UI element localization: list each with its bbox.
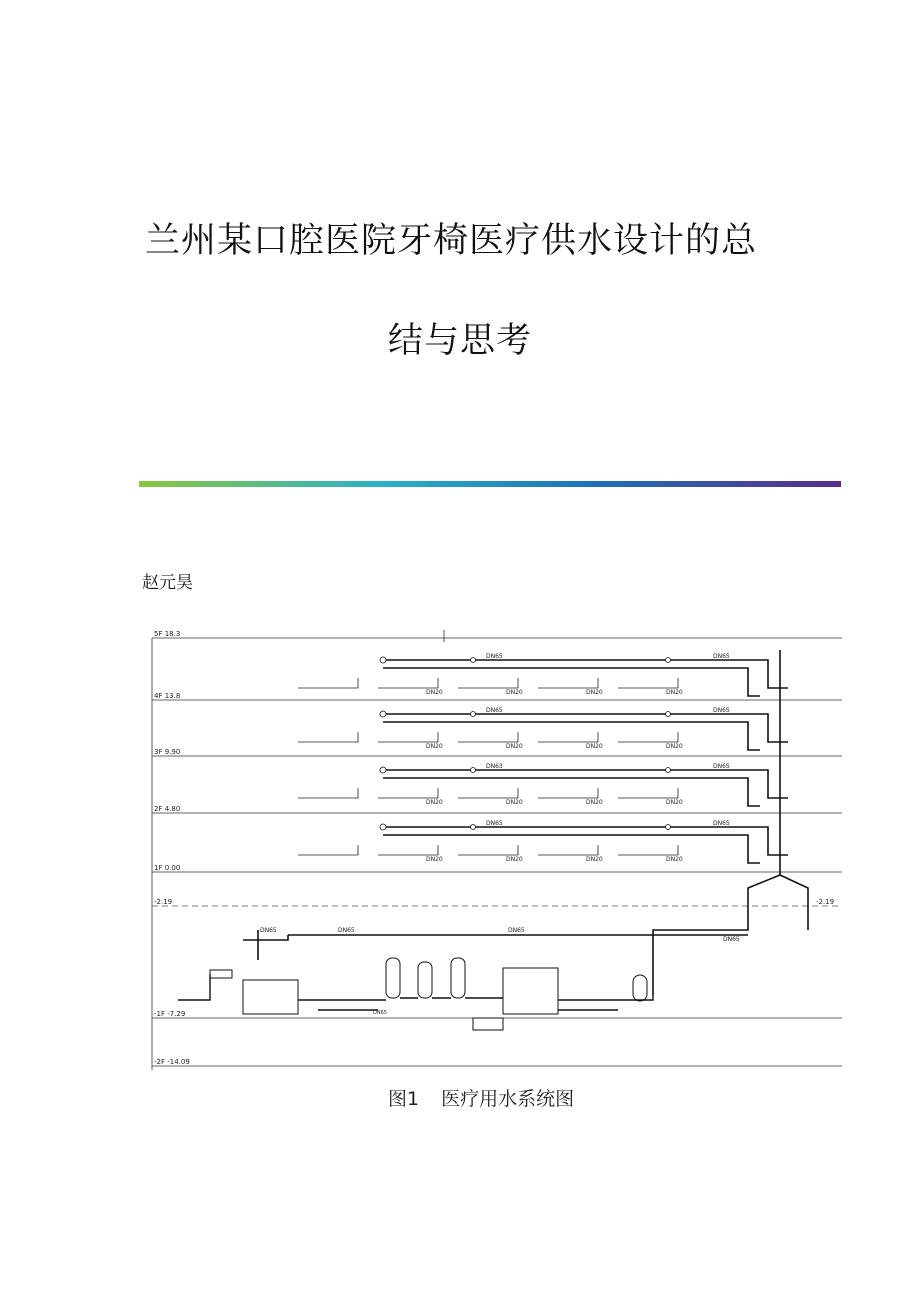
pipe-label-dn20-3f-b: DN20: [506, 743, 523, 750]
pipe-label-dn20-2f-c: DN20: [586, 799, 603, 806]
pipe-label-dn65-4f-b: DN65: [713, 707, 730, 714]
elevation-right: -2.19: [816, 898, 835, 906]
pipe-label-dn65-b3: DN65: [508, 927, 525, 934]
pipe-label-dn20-1f-a: DN20: [426, 856, 443, 863]
floor-label-b219: -2.19: [154, 898, 173, 906]
pipe-label-dn63-3f: DN63: [486, 763, 503, 770]
pipe-label-dn20-1f-c: DN20: [586, 856, 603, 863]
pipe-label-dn20-2f-a: DN20: [426, 799, 443, 806]
title-line-2: 结与思考: [388, 321, 533, 361]
gradient-divider: [139, 481, 841, 487]
floor-label-5f: 5F 18.3: [154, 630, 181, 638]
pipe-label-dn20-1f-b: DN20: [506, 856, 523, 863]
pipe-label-dn20-4f-b: DN20: [506, 689, 523, 696]
floor-label-3f: 3F 9.90: [154, 748, 181, 756]
pipe-label-dn20-2f-d: DN20: [666, 799, 683, 806]
pipe-label-dn65-b1: DN65: [260, 927, 277, 934]
pipe-label-dn20-4f-d: DN20: [666, 689, 683, 696]
figure-caption-text: 医疗用水系统图: [441, 1088, 575, 1110]
pipe-label-dn65-2f-b: DN65: [713, 820, 730, 827]
pipe-label-dn65-eq: DN65: [373, 1010, 387, 1016]
floor-label-4f: 4F 13.8: [154, 692, 181, 700]
pipe-label-dn20-1f-d: DN20: [666, 856, 683, 863]
figure-caption: [388, 1084, 574, 1111]
pipe-label-dn20-4f-a: DN20: [426, 689, 443, 696]
title-line-1: 兰州某口腔医院牙椅医疗供水设计的总: [145, 221, 758, 261]
pipe-label-dn20-2f-b: DN20: [506, 799, 523, 806]
pipe-label-dn20-3f-d: DN20: [666, 743, 683, 750]
water-system-diagram: [148, 630, 842, 1070]
pipe-label-dn20-3f-a: DN20: [426, 743, 443, 750]
pipe-label-dn65-4f: DN65: [486, 707, 503, 714]
pipe-label-dn65-b2: DN65: [338, 927, 355, 934]
pipe-label-dn65-3f-b: DN65: [713, 763, 730, 770]
pipe-label-dn65-b4: DN65: [723, 936, 740, 943]
pipe-label-dn65-5f-a: DN65: [486, 653, 503, 660]
author-name: 赵元昊: [142, 573, 193, 593]
pipe-label-dn65-2f: DN65: [486, 820, 503, 827]
floor-label-b2f: -2F -14.09: [154, 1058, 190, 1066]
floor-label-b1f: -1F -7.29: [154, 1010, 186, 1018]
floor-label-1f: 1F 0.00: [154, 864, 181, 872]
pipe-label-dn65-5f-b: DN65: [713, 653, 730, 660]
floor-label-2f: 2F 4.80: [154, 805, 181, 813]
pipe-label-dn20-3f-c: DN20: [586, 743, 603, 750]
figure-caption-number: 图1: [388, 1088, 420, 1110]
pipe-label-dn20-4f-c: DN20: [586, 689, 603, 696]
